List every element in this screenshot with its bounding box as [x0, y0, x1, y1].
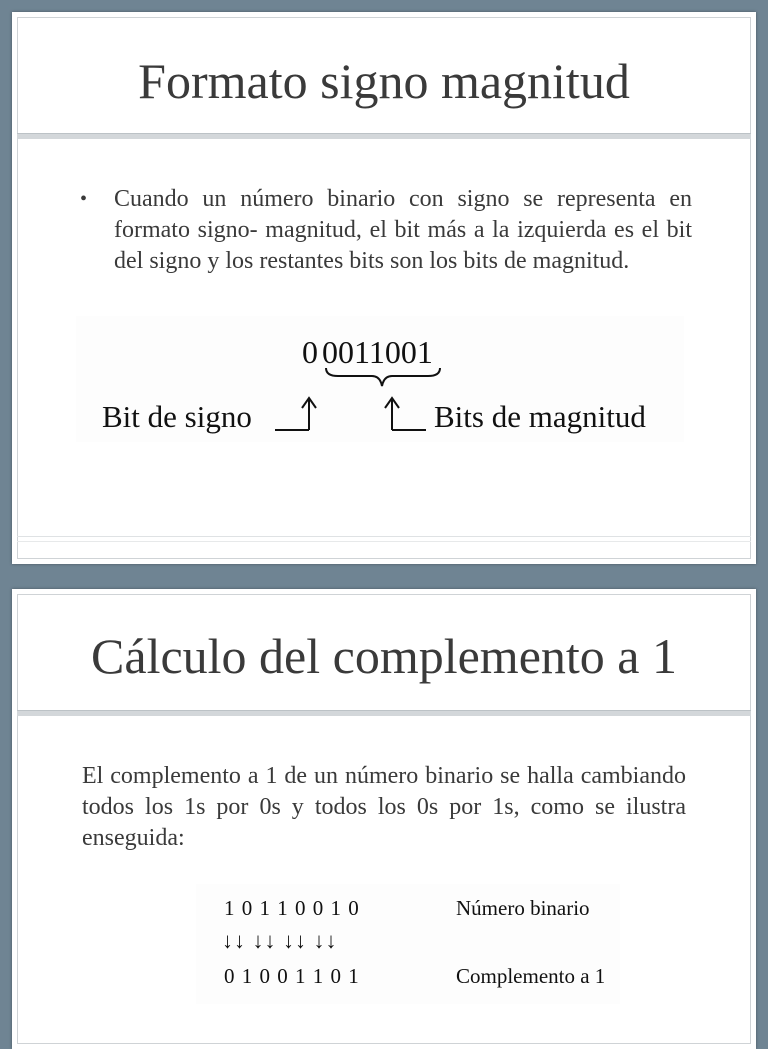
binary-number-label: Número binario: [456, 896, 590, 920]
slide-title: Cálculo del complemento a 1: [91, 628, 677, 684]
sign-magnitude-figure: [76, 316, 684, 442]
magnitude-brace-icon: [326, 368, 440, 386]
complement-example-table: [196, 884, 620, 1004]
sign-bit-label: Bit de signo: [102, 399, 252, 434]
title-divider: [17, 133, 751, 139]
footer-divider: [17, 536, 751, 542]
body-paragraph: El complemento a 1 de un número binario se halla cambiando todos los 1s por 0s y todos los 0s por 1s, como se ilustra enseguida:: [82, 763, 686, 851]
sign-bit: 0: [302, 334, 318, 370]
bullet-item: [82, 184, 692, 277]
binary-number-row: 1 0 1 1 0 0 1 0: [224, 896, 360, 920]
down-arrows-icon: ↓↓ ↓↓ ↓↓ ↓↓: [222, 928, 338, 953]
complement-row: 0 1 0 0 1 1 0 1: [224, 964, 360, 988]
magnitude-bits: 0011001: [322, 334, 433, 370]
magnitude-bits-label: Bits de magnitud: [434, 399, 646, 434]
slide-complemento-a-1: [12, 589, 756, 1049]
complement-label: Complemento a 1: [456, 964, 606, 988]
slide-formato-signo-magnitud: [12, 12, 756, 564]
slide-title: Formato signo magnitud: [138, 53, 630, 109]
magnitude-arrow-icon: [385, 398, 426, 430]
sign-bit-arrow-icon: [275, 398, 316, 430]
title-divider: [17, 710, 751, 716]
bullet-dot-icon: •: [80, 188, 88, 210]
bullet-text: Cuando un número binario con signo se representa en formato signo- magnitud, el bit más a la izquierda es el bit del signo y los restantes bits son los bits de magnitud.: [114, 186, 692, 274]
